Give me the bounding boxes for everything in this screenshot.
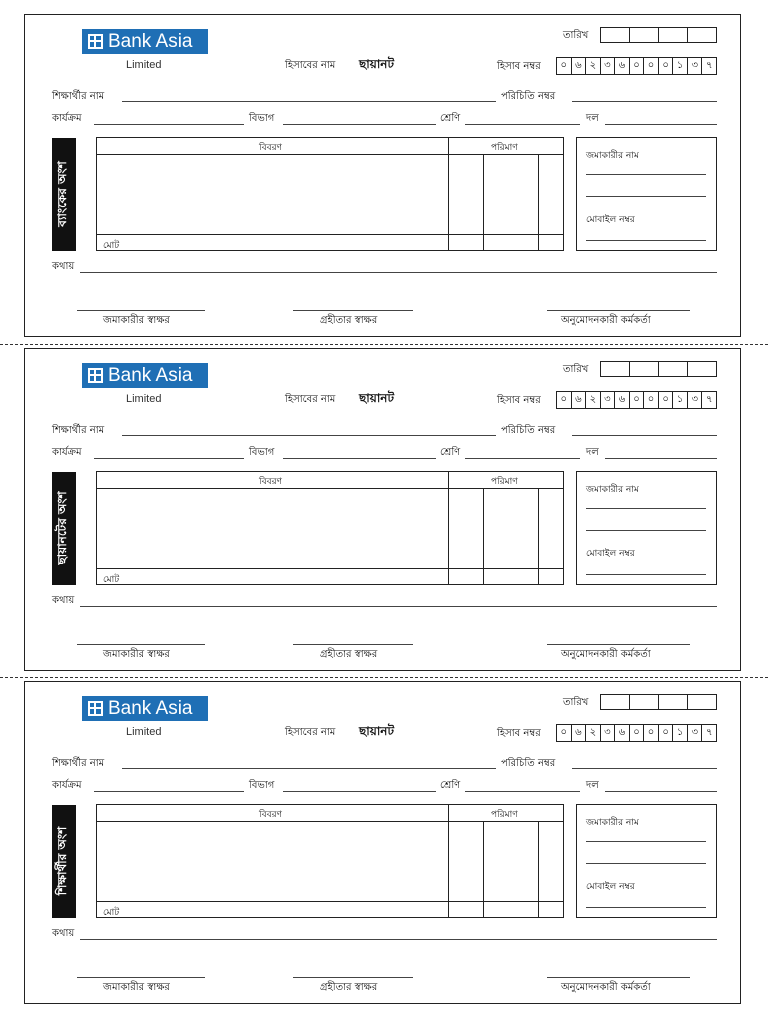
dept-label: বিভাগ xyxy=(249,780,275,791)
student-name-label: শিক্ষার্থীর নাম xyxy=(52,91,105,102)
student-name-line[interactable] xyxy=(122,435,496,436)
depositor-signature-line[interactable] xyxy=(77,310,205,311)
group-label: দল xyxy=(586,447,599,458)
program-label: কার্যক্রম xyxy=(52,113,82,124)
receiver-signature-line[interactable] xyxy=(293,310,413,311)
slip-side-label: শিক্ষার্থীর অংশ xyxy=(52,805,76,918)
class-label: শ্রেণি xyxy=(440,113,461,124)
dept-line[interactable] xyxy=(283,791,436,792)
account-digit: ২ xyxy=(585,725,600,741)
brand-sub: Limited xyxy=(126,59,162,71)
account-digit: ০ xyxy=(658,725,673,741)
account-name-value: ছায়ানট xyxy=(359,57,395,71)
depositor-name-line-2[interactable] xyxy=(586,530,706,531)
account-digit: ৭ xyxy=(701,58,716,74)
account-digit: ২ xyxy=(585,58,600,74)
dept-label: বিভাগ xyxy=(249,113,275,124)
account-digit: ২ xyxy=(585,392,600,408)
account-digit: ৩ xyxy=(687,725,702,741)
depositor-box xyxy=(576,137,717,251)
bank-logo xyxy=(82,363,208,388)
account-digit: ০ xyxy=(643,392,658,408)
depositor-name-line-2[interactable] xyxy=(586,863,706,864)
account-digit: ৬ xyxy=(614,58,629,74)
account-digit: ৬ xyxy=(571,392,586,408)
deposit-slip-chhayanaut-copy xyxy=(24,348,741,671)
receiver-signature-label: গ্রহীতার স্বাক্ষর xyxy=(320,649,378,660)
student-name-line[interactable] xyxy=(122,768,496,769)
cut-line xyxy=(0,344,768,345)
in-words-line[interactable] xyxy=(80,939,717,940)
description-header: বিবরণ xyxy=(259,143,282,153)
depositor-name-label: জমাকারীর নাম xyxy=(586,485,639,495)
reg-no-label: পরিচিতি নম্বর xyxy=(501,425,556,436)
depositor-signature-line[interactable] xyxy=(77,977,205,978)
account-number-boxes xyxy=(556,57,717,75)
program-line[interactable] xyxy=(94,458,244,459)
account-digit: ০ xyxy=(629,392,644,408)
account-digit: ৩ xyxy=(687,58,702,74)
total-label: মোট xyxy=(103,575,120,585)
depositor-name-line-2[interactable] xyxy=(586,196,706,197)
depositor-signature-line[interactable] xyxy=(77,644,205,645)
program-line[interactable] xyxy=(94,124,244,125)
slip-side-label: ব্যাংকের অংশ xyxy=(52,138,76,251)
account-name-value: ছায়ানট xyxy=(359,724,395,738)
account-no-label: হিসাব নম্বর xyxy=(497,61,541,72)
account-digit: ০ xyxy=(643,58,658,74)
student-name-line[interactable] xyxy=(122,101,496,102)
depositor-name-line[interactable] xyxy=(586,841,706,842)
account-name-value: ছায়ানট xyxy=(359,391,395,405)
reg-no-line[interactable] xyxy=(572,101,717,102)
group-line[interactable] xyxy=(605,791,717,792)
deposit-slip-bank-copy xyxy=(24,14,741,337)
receiver-signature-label: গ্রহীতার স্বাক্ষর xyxy=(320,982,378,993)
account-digit: ০ xyxy=(629,725,644,741)
depositor-name-line[interactable] xyxy=(586,508,706,509)
mobile-label: মোবাইল নম্বর xyxy=(586,882,635,892)
brand-name: Bank Asia xyxy=(108,30,193,52)
bank-asia-icon xyxy=(88,34,103,49)
student-name-label: শিক্ষার্থীর নাম xyxy=(52,758,105,769)
account-name-label: হিসাবের নাম xyxy=(285,60,336,71)
account-digit: ০ xyxy=(560,727,568,738)
account-name-label: হিসাবের নাম xyxy=(285,394,336,405)
depositor-box xyxy=(576,471,717,585)
bank-logo xyxy=(82,29,208,54)
officer-signature-line[interactable] xyxy=(547,310,690,311)
mobile-line[interactable] xyxy=(586,907,706,908)
receiver-signature-label: গ্রহীতার স্বাক্ষর xyxy=(320,315,378,326)
amount-header: পরিমাণ xyxy=(491,810,518,820)
account-digit: ৭ xyxy=(701,725,716,741)
description-header: বিবরণ xyxy=(259,810,282,820)
fee-table[interactable] xyxy=(96,471,564,585)
account-digit: ০ xyxy=(658,58,673,74)
bank-asia-icon xyxy=(88,701,103,716)
reg-no-label: পরিচিতি নম্বর xyxy=(501,758,556,769)
fee-table[interactable] xyxy=(96,804,564,918)
date-label: তারিখ xyxy=(563,30,589,41)
amount-header: পরিমাণ xyxy=(491,143,518,153)
cut-line xyxy=(0,677,768,678)
reg-no-line[interactable] xyxy=(572,435,717,436)
date-label: তারিখ xyxy=(563,364,589,375)
account-digit: ১ xyxy=(672,58,687,74)
in-words-label: কথায় xyxy=(52,928,75,939)
group-line[interactable] xyxy=(605,458,717,459)
mobile-label: মোবাইল নম্বর xyxy=(586,215,635,225)
group-line[interactable] xyxy=(605,124,717,125)
dept-line[interactable] xyxy=(283,124,436,125)
total-label: মোট xyxy=(103,241,120,251)
dept-label: বিভাগ xyxy=(249,447,275,458)
class-line[interactable] xyxy=(465,458,580,459)
in-words-line[interactable] xyxy=(80,272,717,273)
officer-signature-label: অনুমোদনকারী কর্মকর্তা xyxy=(561,649,651,660)
account-no-label: হিসাব নম্বর xyxy=(497,395,541,406)
total-label: মোট xyxy=(103,908,120,918)
group-label: দল xyxy=(586,780,599,791)
brand-sub: Limited xyxy=(126,726,162,738)
amount-header: পরিমাণ xyxy=(491,477,518,487)
bank-logo xyxy=(82,696,208,721)
bank-asia-icon xyxy=(88,368,103,383)
reg-no-label: পরিচিতি নম্বর xyxy=(501,91,556,102)
account-digit: ৭ xyxy=(701,392,716,408)
depositor-name-label: জমাকারীর নাম xyxy=(586,818,639,828)
account-name-label: হিসাবের নাম xyxy=(285,727,336,738)
fee-table[interactable] xyxy=(96,137,564,251)
depositor-signature-label: জমাকারীর স্বাক্ষর xyxy=(103,649,170,660)
in-words-label: কথায় xyxy=(52,261,75,272)
date-boxes[interactable] xyxy=(600,694,717,710)
account-digit: ০ xyxy=(560,394,568,405)
slip-side-label: ছায়ানটের অংশ xyxy=(52,472,76,585)
depositor-signature-label: জমাকারীর স্বাক্ষর xyxy=(103,982,170,993)
account-digit: ১ xyxy=(672,725,687,741)
account-digit: ০ xyxy=(629,58,644,74)
mobile-line[interactable] xyxy=(586,240,706,241)
account-no-label: হিসাব নম্বর xyxy=(497,728,541,739)
class-label: শ্রেণি xyxy=(440,780,461,791)
date-boxes[interactable] xyxy=(600,361,717,377)
depositor-name-line[interactable] xyxy=(586,174,706,175)
reg-no-line[interactable] xyxy=(572,768,717,769)
depositor-name-label: জমাকারীর নাম xyxy=(586,151,639,161)
account-digit: ৬ xyxy=(571,58,586,74)
account-number-boxes xyxy=(556,391,717,409)
officer-signature-line[interactable] xyxy=(547,977,690,978)
officer-signature-label: অনুমোদনকারী কর্মকর্তা xyxy=(561,315,651,326)
group-label: দল xyxy=(586,113,599,124)
class-line[interactable] xyxy=(465,124,580,125)
brand-name: Bank Asia xyxy=(108,364,193,386)
brand-name: Bank Asia xyxy=(108,697,193,719)
deposit-slip-student-copy xyxy=(24,681,741,1004)
program-line[interactable] xyxy=(94,791,244,792)
account-digit: ৩ xyxy=(600,58,615,74)
account-digit: ১ xyxy=(672,392,687,408)
mobile-label: মোবাইল নম্বর xyxy=(586,549,635,559)
account-number-boxes xyxy=(556,724,717,742)
depositor-box xyxy=(576,804,717,918)
account-digit: ৩ xyxy=(687,392,702,408)
account-digit: ৩ xyxy=(600,725,615,741)
account-digit: ৬ xyxy=(614,392,629,408)
account-digit: ০ xyxy=(658,392,673,408)
account-digit: ০ xyxy=(643,725,658,741)
receiver-signature-line[interactable] xyxy=(293,644,413,645)
class-line[interactable] xyxy=(465,791,580,792)
date-label: তারিখ xyxy=(563,697,589,708)
program-label: কার্যক্রম xyxy=(52,780,82,791)
date-boxes[interactable] xyxy=(600,27,717,43)
in-words-line[interactable] xyxy=(80,606,717,607)
program-label: কার্যক্রম xyxy=(52,447,82,458)
account-digit: ৬ xyxy=(571,725,586,741)
depositor-signature-label: জমাকারীর স্বাক্ষর xyxy=(103,315,170,326)
account-digit: ৩ xyxy=(600,392,615,408)
officer-signature-line[interactable] xyxy=(547,644,690,645)
brand-sub: Limited xyxy=(126,393,162,405)
officer-signature-label: অনুমোদনকারী কর্মকর্তা xyxy=(561,982,651,993)
class-label: শ্রেণি xyxy=(440,447,461,458)
account-digit: ৬ xyxy=(614,725,629,741)
description-header: বিবরণ xyxy=(259,477,282,487)
in-words-label: কথায় xyxy=(52,595,75,606)
account-digit: ০ xyxy=(560,60,568,71)
receiver-signature-line[interactable] xyxy=(293,977,413,978)
mobile-line[interactable] xyxy=(586,574,706,575)
dept-line[interactable] xyxy=(283,458,436,459)
student-name-label: শিক্ষার্থীর নাম xyxy=(52,425,105,436)
